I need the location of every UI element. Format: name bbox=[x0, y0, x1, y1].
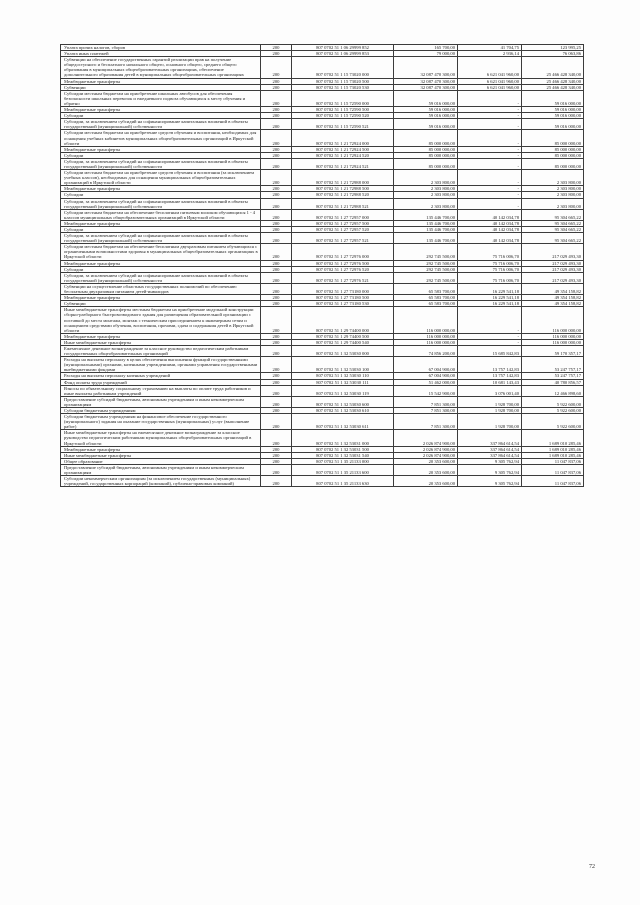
row-remaining-amount: 5 922 600,00 bbox=[522, 408, 584, 414]
row-line-code: 200 bbox=[261, 446, 292, 452]
row-remaining-amount: 217 029 493,30 bbox=[522, 244, 584, 260]
row-remaining-amount: 1 689 010 285,46 bbox=[522, 452, 584, 458]
table-row bbox=[61, 57, 584, 78]
row-line-code: 200 bbox=[261, 84, 292, 90]
table-row bbox=[61, 396, 584, 407]
row-approved-amount: 74 856 200,00 bbox=[394, 345, 458, 356]
row-executed-amount: 2 936,14 bbox=[458, 51, 522, 57]
row-remaining-amount: 2 303 800,00 bbox=[522, 170, 584, 186]
row-name: Субсидии, за исключением субсидий на софинансирование капитальных вложений в объекты государственной (муниципальной) собственности bbox=[61, 158, 261, 169]
row-line-code: 200 bbox=[261, 57, 292, 78]
table-row bbox=[61, 272, 584, 283]
row-executed-amount: 13 757 142,83 bbox=[458, 357, 522, 373]
row-line-code: 200 bbox=[261, 283, 292, 294]
row-executed-amount: 13 757 142,83 bbox=[458, 373, 522, 379]
row-classification-code: 807 0702 51 1 29 74400 540 bbox=[292, 339, 394, 345]
table-row bbox=[61, 414, 584, 430]
row-executed-amount: 9 305 762,94 bbox=[458, 464, 522, 475]
row-line-code: 200 bbox=[261, 408, 292, 414]
row-classification-code: 807 0702 51 1 27 72976 520 bbox=[292, 266, 394, 272]
row-approved-amount: 59 016 000,00 bbox=[394, 107, 458, 113]
row-approved-amount: 65 583 700,00 bbox=[394, 283, 458, 294]
row-name: Уплата иных платежей bbox=[61, 51, 261, 57]
row-name: Фонд оплаты труда учреждений bbox=[61, 379, 261, 385]
table-row bbox=[61, 90, 584, 106]
row-line-code: 200 bbox=[261, 186, 292, 192]
row-executed-amount: 6 621 041 960,00 bbox=[458, 57, 522, 78]
row-executed-amount: 16 229 541,18 bbox=[458, 283, 522, 294]
row-name: Субсидии некоммерческим организациям (за исключением государственных (муниципальных) учреждений, государственных корпораций (компаний), публично-правовых компаний) bbox=[61, 476, 261, 487]
row-remaining-amount: 85 000 000,00 bbox=[522, 158, 584, 169]
table-row bbox=[61, 233, 584, 244]
row-classification-code: 807 0702 51 1 06 29999 852 bbox=[292, 45, 394, 51]
row-remaining-amount: 123 995,25 bbox=[522, 45, 584, 51]
row-name: Уплата прочих налогов, сборов bbox=[61, 45, 261, 51]
table-row bbox=[61, 170, 584, 186]
row-executed-amount: 75 716 006,70 bbox=[458, 266, 522, 272]
row-classification-code: 807 0702 51 1 35 21133 630 bbox=[292, 476, 394, 487]
row-remaining-amount: 1 689 010 285,46 bbox=[522, 446, 584, 452]
row-line-code: 200 bbox=[261, 385, 292, 396]
budget-execution-table bbox=[60, 44, 584, 487]
row-classification-code: 807 0702 51 1 27 72957 500 bbox=[292, 220, 394, 226]
row-classification-code: 807 0702 51 1 21 72988 500 bbox=[292, 186, 394, 192]
table-row bbox=[61, 158, 584, 169]
table-row bbox=[61, 345, 584, 356]
row-classification-code: 807 0702 51 1 15 73020 000 bbox=[292, 57, 394, 78]
row-name: Ежемесячное денежное вознаграждение за классное руководство педагогическим работникам государственных общеобразовательных организаций bbox=[61, 345, 261, 356]
row-approved-amount: 2 026 874 900,00 bbox=[394, 430, 458, 446]
row-classification-code: 807 0702 51 1 27 72976 000 bbox=[292, 244, 394, 260]
row-remaining-amount: 2 303 800,00 bbox=[522, 192, 584, 198]
row-approved-amount: 292 745 500,00 bbox=[394, 266, 458, 272]
row-name: Иные межбюджетные трансферты местным бюджетам на приобретение модульной конструкции сборно-разборного быстровозводимого здания для размещения образовательной организации с поставкой до места монтажа, монтаж с техническим присоединением к инженерным сетям и оснащением средствами обучения, воспитания, прочими, сдача и содержания детей в Иркутской области bbox=[61, 307, 261, 333]
row-name: Межбюджетные трансферты bbox=[61, 78, 261, 84]
row-classification-code: 807 0702 51 1 32 53030 110 bbox=[292, 373, 394, 379]
row-approved-amount: 20 353 600,00 bbox=[394, 458, 458, 464]
row-line-code: 200 bbox=[261, 339, 292, 345]
row-line-code: 200 bbox=[261, 464, 292, 475]
row-approved-amount: 292 745 500,00 bbox=[394, 260, 458, 266]
row-approved-amount: 292 745 500,00 bbox=[394, 244, 458, 260]
row-classification-code: 807 0702 51 1 21 72988 521 bbox=[292, 198, 394, 209]
row-executed-amount: - bbox=[458, 307, 522, 333]
row-classification-code: 807 0702 51 1 21 72924 500 bbox=[292, 146, 394, 152]
row-name: Иные межбюджетные трансферты bbox=[61, 452, 261, 458]
row-line-code: 200 bbox=[261, 51, 292, 57]
row-classification-code: 807 0702 51 1 21 72924 000 bbox=[292, 130, 394, 146]
row-approved-amount: 165 700,00 bbox=[394, 45, 458, 51]
row-line-code: 200 bbox=[261, 373, 292, 379]
row-approved-amount: 20 353 600,00 bbox=[394, 476, 458, 487]
row-line-code: 200 bbox=[261, 198, 292, 209]
table-row bbox=[61, 373, 584, 379]
row-executed-amount: 3 076 001,40 bbox=[458, 385, 522, 396]
row-approved-amount: 79 000,00 bbox=[394, 51, 458, 57]
row-approved-amount: 116 000 000,00 bbox=[394, 339, 458, 345]
row-remaining-amount: 53 247 757,17 bbox=[522, 357, 584, 373]
row-remaining-amount: 85 000 000,00 bbox=[522, 152, 584, 158]
row-approved-amount: 116 000 000,00 bbox=[394, 333, 458, 339]
row-approved-amount: 65 583 700,00 bbox=[394, 295, 458, 301]
row-approved-amount: 135 446 700,00 bbox=[394, 209, 458, 220]
table-row bbox=[61, 209, 584, 220]
row-name: Субсидии bbox=[61, 266, 261, 272]
row-executed-amount: - bbox=[458, 186, 522, 192]
row-line-code: 200 bbox=[261, 396, 292, 407]
row-remaining-amount: 217 029 493,30 bbox=[522, 260, 584, 266]
row-approved-amount: 135 446 700,00 bbox=[394, 227, 458, 233]
row-line-code: 200 bbox=[261, 295, 292, 301]
row-approved-amount: 67 004 900,00 bbox=[394, 357, 458, 373]
row-approved-amount: 135 446 700,00 bbox=[394, 233, 458, 244]
row-name: Предоставление субсидий бюджетным, автономным учреждениям и иным некоммерческим организациям bbox=[61, 464, 261, 475]
row-classification-code: 807 0702 51 1 27 72976 521 bbox=[292, 272, 394, 283]
row-approved-amount: 32 087 470 300,00 bbox=[394, 57, 458, 78]
row-classification-code: 807 0702 51 1 29 74400 500 bbox=[292, 333, 394, 339]
row-line-code: 200 bbox=[261, 266, 292, 272]
row-remaining-amount: 25 466 428 340,00 bbox=[522, 57, 584, 78]
row-executed-amount: 9 305 762,94 bbox=[458, 458, 522, 464]
row-line-code: 200 bbox=[261, 301, 292, 307]
row-classification-code: 807 0702 51 1 32 53030 611 bbox=[292, 414, 394, 430]
row-remaining-amount: 5 922 600,00 bbox=[522, 414, 584, 430]
row-name: Субсидии, за исключением субсидий на софинансирование капитальных вложений в объекты государственной (муниципальной) собственности bbox=[61, 233, 261, 244]
row-name: Субвенции bbox=[61, 84, 261, 90]
table-row bbox=[61, 476, 584, 487]
row-classification-code: 807 0702 51 1 15 72590 521 bbox=[292, 119, 394, 130]
row-name: Предоставление субсидий бюджетным, автономным учреждениям и иным некоммерческим организациям bbox=[61, 396, 261, 407]
row-classification-code: 807 0702 51 1 32 53031 540 bbox=[292, 452, 394, 458]
table-row bbox=[61, 357, 584, 373]
row-approved-amount: 2 026 874 900,00 bbox=[394, 452, 458, 458]
row-name: Субсидии bbox=[61, 113, 261, 119]
row-executed-amount: 6 621 041 960,00 bbox=[458, 84, 522, 90]
row-remaining-amount: 1 689 010 285,46 bbox=[522, 430, 584, 446]
row-classification-code: 807 0702 51 1 06 29999 853 bbox=[292, 51, 394, 57]
row-name: Субсидии местным бюджетам на приобретение средств обучения и воспитания (за исключением учебных классов), необходимых для оснащения муниципальных общеобразовательных организаций в Иркутской области bbox=[61, 170, 261, 186]
row-line-code: 200 bbox=[261, 452, 292, 458]
row-approved-amount: 85 000 000,00 bbox=[394, 152, 458, 158]
row-remaining-amount: 59 016 000,00 bbox=[522, 107, 584, 113]
table-row bbox=[61, 283, 584, 294]
row-classification-code: 807 0702 51 1 32 53030 119 bbox=[292, 385, 394, 396]
row-classification-code: 807 0702 51 1 32 53031 000 bbox=[292, 430, 394, 446]
row-line-code: 200 bbox=[261, 357, 292, 373]
row-executed-amount: 1 928 700,00 bbox=[458, 414, 522, 430]
row-executed-amount: - bbox=[458, 146, 522, 152]
row-approved-amount: 15 542 900,00 bbox=[394, 385, 458, 396]
row-classification-code: 807 0702 51 1 15 72590 520 bbox=[292, 113, 394, 119]
row-executed-amount: - bbox=[458, 198, 522, 209]
row-classification-code: 807 0702 51 1 15 72590 500 bbox=[292, 107, 394, 113]
row-remaining-amount: 59 016 000,00 bbox=[522, 90, 584, 106]
row-approved-amount: 7 851 300,00 bbox=[394, 414, 458, 430]
row-line-code: 200 bbox=[261, 192, 292, 198]
row-executed-amount: 10 681 143,43 bbox=[458, 379, 522, 385]
row-remaining-amount: 11 047 837,06 bbox=[522, 464, 584, 475]
row-executed-amount: - bbox=[458, 90, 522, 106]
row-remaining-amount: 59 016 000,00 bbox=[522, 119, 584, 130]
row-approved-amount: 292 745 500,00 bbox=[394, 272, 458, 283]
row-line-code: 200 bbox=[261, 458, 292, 464]
row-line-code: 200 bbox=[261, 152, 292, 158]
row-remaining-amount: 2 303 800,00 bbox=[522, 186, 584, 192]
row-executed-amount: 15 685 842,83 bbox=[458, 345, 522, 356]
row-executed-amount: 41 704,75 bbox=[458, 45, 522, 51]
row-name: Общее образование bbox=[61, 458, 261, 464]
row-remaining-amount: 40 780 856,57 bbox=[522, 379, 584, 385]
row-executed-amount: - bbox=[458, 170, 522, 186]
row-executed-amount: - bbox=[458, 152, 522, 158]
row-name: Субсидии bbox=[61, 192, 261, 198]
row-remaining-amount: 116 000 000,00 bbox=[522, 307, 584, 333]
row-name: Субсидии, за исключением субсидий на софинансирование капитальных вложений в объекты государственной (муниципальной) собственности bbox=[61, 198, 261, 209]
row-line-code: 200 bbox=[261, 244, 292, 260]
row-line-code: 200 bbox=[261, 430, 292, 446]
row-classification-code: 807 0702 51 1 27 73180 500 bbox=[292, 295, 394, 301]
row-line-code: 200 bbox=[261, 476, 292, 487]
row-classification-code: 807 0702 51 1 35 21133 600 bbox=[292, 464, 394, 475]
row-name: Субсидии бюджетным учреждениям на финансовое обеспечение государственного (муниципального) задания на оказание государственных (муниципальных) услуг (выполнение работ) bbox=[61, 414, 261, 430]
table-row bbox=[61, 198, 584, 209]
row-line-code: 200 bbox=[261, 130, 292, 146]
row-approved-amount: 2 303 800,00 bbox=[394, 198, 458, 209]
row-classification-code: 807 0702 51 1 27 72957 000 bbox=[292, 209, 394, 220]
row-name: Иные межбюджетные трансферты на ежемесячное денежное вознаграждение за классное руководство педагогическим работникам муниципальных общеобразовательных организаций в Иркутской области bbox=[61, 430, 261, 446]
row-executed-amount: 40 142 034,78 bbox=[458, 220, 522, 226]
row-executed-amount: 337 864 614,54 bbox=[458, 452, 522, 458]
row-classification-code: 807 0702 51 1 27 73180 000 bbox=[292, 283, 394, 294]
row-executed-amount: 9 305 762,94 bbox=[458, 476, 522, 487]
row-line-code: 200 bbox=[261, 345, 292, 356]
row-name: Субсидии местным бюджетам на обеспечение бесплатным питьевым молоком обучающихся 1 - 4 классов муниципальных общеобразовательных организаций в Иркутской области bbox=[61, 209, 261, 220]
row-classification-code: 807 0702 51 1 29 74400 000 bbox=[292, 307, 394, 333]
row-approved-amount: 85 000 000,00 bbox=[394, 158, 458, 169]
row-approved-amount: 116 000 000,00 bbox=[394, 307, 458, 333]
row-executed-amount: - bbox=[458, 130, 522, 146]
table-body bbox=[61, 45, 584, 487]
row-classification-code: 807 0702 51 1 15 73020 530 bbox=[292, 84, 394, 90]
row-classification-code: 807 0702 51 1 21 72924 520 bbox=[292, 152, 394, 158]
row-approved-amount: 2 026 874 900,00 bbox=[394, 446, 458, 452]
row-line-code: 200 bbox=[261, 170, 292, 186]
table-row bbox=[61, 385, 584, 396]
table-row bbox=[61, 130, 584, 146]
row-approved-amount: 7 851 300,00 bbox=[394, 396, 458, 407]
row-line-code: 200 bbox=[261, 333, 292, 339]
row-executed-amount: - bbox=[458, 333, 522, 339]
row-executed-amount: - bbox=[458, 107, 522, 113]
row-approved-amount: 85 000 000,00 bbox=[394, 130, 458, 146]
row-approved-amount: 51 462 000,00 bbox=[394, 379, 458, 385]
row-executed-amount: - bbox=[458, 192, 522, 198]
row-remaining-amount: 59 016 000,00 bbox=[522, 113, 584, 119]
row-remaining-amount: 217 029 493,30 bbox=[522, 272, 584, 283]
row-executed-amount: 40 142 034,78 bbox=[458, 227, 522, 233]
row-remaining-amount: 49 354 158,82 bbox=[522, 295, 584, 301]
row-approved-amount: 85 000 000,00 bbox=[394, 146, 458, 152]
row-name: Межбюджетные трансферты bbox=[61, 295, 261, 301]
table-row bbox=[61, 244, 584, 260]
row-line-code: 200 bbox=[261, 119, 292, 130]
row-line-code: 200 bbox=[261, 414, 292, 430]
row-executed-amount: 40 142 034,78 bbox=[458, 209, 522, 220]
row-remaining-amount: 11 047 837,06 bbox=[522, 476, 584, 487]
row-classification-code: 807 0702 51 1 27 72957 520 bbox=[292, 227, 394, 233]
row-remaining-amount: 95 304 665,22 bbox=[522, 227, 584, 233]
row-approved-amount: 135 446 700,00 bbox=[394, 220, 458, 226]
row-line-code: 200 bbox=[261, 90, 292, 106]
row-remaining-amount: 53 247 757,17 bbox=[522, 373, 584, 379]
row-name: Субсидии bbox=[61, 152, 261, 158]
row-line-code: 200 bbox=[261, 260, 292, 266]
row-executed-amount: - bbox=[458, 339, 522, 345]
row-name: Субсидии, за исключением субсидий на софинансирование капитальных вложений в объекты государственной (муниципальной) собственности bbox=[61, 272, 261, 283]
row-name: Субсидии местным бюджетам на обеспечение бесплатным двухразовым питанием обучающихся с ограниченными возможностями здоровья в муниципальных общеобразовательных организациях в Иркутской области bbox=[61, 244, 261, 260]
row-classification-code: 807 0702 51 1 35 21133 000 bbox=[292, 458, 394, 464]
row-name: Субвенции на осуществление областных государственных полномочий по обеспечению бесплатным двухразовым питанием детей-инвалидов bbox=[61, 283, 261, 294]
row-remaining-amount: 49 354 158,82 bbox=[522, 283, 584, 294]
row-approved-amount: 32 087 470 300,00 bbox=[394, 78, 458, 84]
row-classification-code: 807 0702 51 1 27 72957 521 bbox=[292, 233, 394, 244]
row-line-code: 200 bbox=[261, 107, 292, 113]
row-executed-amount: 337 864 614,54 bbox=[458, 446, 522, 452]
row-name: Межбюджетные трансферты bbox=[61, 186, 261, 192]
row-classification-code: 807 0702 51 1 32 53030 000 bbox=[292, 345, 394, 356]
row-remaining-amount: 12 466 898,60 bbox=[522, 385, 584, 396]
row-remaining-amount: 85 000 000,00 bbox=[522, 146, 584, 152]
row-line-code: 200 bbox=[261, 233, 292, 244]
row-remaining-amount: 49 354 158,82 bbox=[522, 301, 584, 307]
row-name: Межбюджетные трансферты bbox=[61, 446, 261, 452]
row-executed-amount: 75 716 006,70 bbox=[458, 260, 522, 266]
table-row bbox=[61, 307, 584, 333]
row-executed-amount: 16 229 541,18 bbox=[458, 295, 522, 301]
row-executed-amount: 75 716 006,70 bbox=[458, 272, 522, 283]
row-executed-amount: - bbox=[458, 119, 522, 130]
row-name: Субсидии, за исключением субсидий на софинансирование капитальных вложений в объекты государственной (муниципальной) собственности bbox=[61, 119, 261, 130]
row-classification-code: 807 0702 51 1 32 53030 610 bbox=[292, 408, 394, 414]
row-name: Субвенции bbox=[61, 301, 261, 307]
row-name: Межбюджетные трансферты bbox=[61, 146, 261, 152]
row-name: Субсидии bbox=[61, 227, 261, 233]
row-remaining-amount: 95 304 665,22 bbox=[522, 233, 584, 244]
row-remaining-amount: 25 466 428 340,00 bbox=[522, 84, 584, 90]
row-name: Межбюджетные трансферты bbox=[61, 220, 261, 226]
row-approved-amount: 65 583 700,00 bbox=[394, 301, 458, 307]
row-classification-code: 807 0702 51 1 32 53030 100 bbox=[292, 357, 394, 373]
row-executed-amount: 6 621 041 960,00 bbox=[458, 78, 522, 84]
row-name: Иные межбюджетные трансферты bbox=[61, 339, 261, 345]
row-classification-code: 807 0702 51 1 21 72988 520 bbox=[292, 192, 394, 198]
row-line-code: 200 bbox=[261, 45, 292, 51]
row-remaining-amount: 95 304 665,22 bbox=[522, 220, 584, 226]
row-name: Межбюджетные трансферты bbox=[61, 260, 261, 266]
row-approved-amount: 7 851 300,00 bbox=[394, 408, 458, 414]
row-classification-code: 807 0702 51 1 15 73020 500 bbox=[292, 78, 394, 84]
row-line-code: 200 bbox=[261, 146, 292, 152]
row-name: Субсидии местным бюджетам на приобретение школьных автобусов для обеспечения безопасности школьных перевозок и ежедневного подвоза обучающихся к месту обучения и обратно bbox=[61, 90, 261, 106]
row-name: Субсидии местным бюджетам на приобретение средств обучения и воспитания, необходимых для оснащения учебных кабинетов муниципальных общеобразовательных организаций в Иркутской области bbox=[61, 130, 261, 146]
row-line-code: 200 bbox=[261, 158, 292, 169]
row-executed-amount: 337 864 614,54 bbox=[458, 430, 522, 446]
row-approved-amount: 59 016 000,00 bbox=[394, 90, 458, 106]
row-remaining-amount: 5 922 600,00 bbox=[522, 396, 584, 407]
table-row bbox=[61, 119, 584, 130]
row-remaining-amount: 25 466 428 340,00 bbox=[522, 78, 584, 84]
row-remaining-amount: 116 000 000,00 bbox=[522, 339, 584, 345]
row-remaining-amount: 217 029 493,30 bbox=[522, 266, 584, 272]
row-executed-amount: 40 142 034,78 bbox=[458, 233, 522, 244]
table-row bbox=[61, 430, 584, 446]
row-executed-amount: - bbox=[458, 158, 522, 169]
row-executed-amount: 1 928 700,00 bbox=[458, 408, 522, 414]
row-name: Взносы по обязательному социальному страхованию на выплаты по оплате труда работников и иные выплаты работникам учреждений bbox=[61, 385, 261, 396]
row-line-code: 200 bbox=[261, 227, 292, 233]
row-approved-amount: 67 004 900,00 bbox=[394, 373, 458, 379]
row-line-code: 200 bbox=[261, 307, 292, 333]
row-line-code: 200 bbox=[261, 113, 292, 119]
row-approved-amount: 2 303 800,00 bbox=[394, 170, 458, 186]
row-approved-amount: 2 303 800,00 bbox=[394, 186, 458, 192]
row-name: Расходы на выплаты персоналу в целях обеспечения выполнения функций государственными (муниципальными) органами, казенными учреждениями, органами управления государственными внебюджетными фондами bbox=[61, 357, 261, 373]
row-line-code: 200 bbox=[261, 78, 292, 84]
row-approved-amount: 2 303 800,00 bbox=[394, 192, 458, 198]
row-classification-code: 807 0702 51 1 21 72924 521 bbox=[292, 158, 394, 169]
row-remaining-amount: 11 047 837,06 bbox=[522, 458, 584, 464]
row-remaining-amount: 59 170 357,17 bbox=[522, 345, 584, 356]
row-name: Межбюджетные трансферты bbox=[61, 333, 261, 339]
row-executed-amount: - bbox=[458, 113, 522, 119]
row-executed-amount: 75 716 006,70 bbox=[458, 244, 522, 260]
row-approved-amount: 20 353 600,00 bbox=[394, 464, 458, 475]
row-remaining-amount: 85 000 000,00 bbox=[522, 130, 584, 146]
row-classification-code: 807 0702 51 1 32 53031 500 bbox=[292, 446, 394, 452]
row-line-code: 200 bbox=[261, 220, 292, 226]
row-name: Субсидии бюджетным учреждениям bbox=[61, 408, 261, 414]
row-executed-amount: 1 928 700,00 bbox=[458, 396, 522, 407]
row-classification-code: 807 0702 51 1 15 72590 000 bbox=[292, 90, 394, 106]
page-number: 72 bbox=[589, 864, 595, 870]
row-line-code: 200 bbox=[261, 379, 292, 385]
row-name: Субвенции на обеспечение государственных гарантий реализации прав на получение общедоступного и бесплатного начального общего, основного общего, среднего общего образования в муниципальных общеобразовательных организациях, обеспечение дополнительного образования детей в муниципальных общеобразовательных организациях bbox=[61, 57, 261, 78]
row-classification-code: 807 0702 51 1 27 72976 500 bbox=[292, 260, 394, 266]
row-remaining-amount: 116 000 000,00 bbox=[522, 333, 584, 339]
row-approved-amount: 32 087 470 300,00 bbox=[394, 84, 458, 90]
table-row bbox=[61, 464, 584, 475]
row-classification-code: 807 0702 51 1 32 53030 111 bbox=[292, 379, 394, 385]
row-remaining-amount: 2 303 800,00 bbox=[522, 198, 584, 209]
row-classification-code: 807 0702 51 1 21 72988 000 bbox=[292, 170, 394, 186]
row-line-code: 200 bbox=[261, 272, 292, 283]
row-executed-amount: 16 229 541,18 bbox=[458, 301, 522, 307]
row-remaining-amount: 76 063,86 bbox=[522, 51, 584, 57]
row-classification-code: 807 0702 51 1 27 73180 530 bbox=[292, 301, 394, 307]
row-line-code: 200 bbox=[261, 209, 292, 220]
row-name: Расходы на выплаты персоналу казенных учреждений bbox=[61, 373, 261, 379]
row-approved-amount: 59 016 000,00 bbox=[394, 119, 458, 130]
row-classification-code: 807 0702 51 1 32 53030 600 bbox=[292, 396, 394, 407]
row-remaining-amount: 95 304 665,22 bbox=[522, 209, 584, 220]
row-approved-amount: 59 016 000,00 bbox=[394, 113, 458, 119]
row-name: Межбюджетные трансферты bbox=[61, 107, 261, 113]
